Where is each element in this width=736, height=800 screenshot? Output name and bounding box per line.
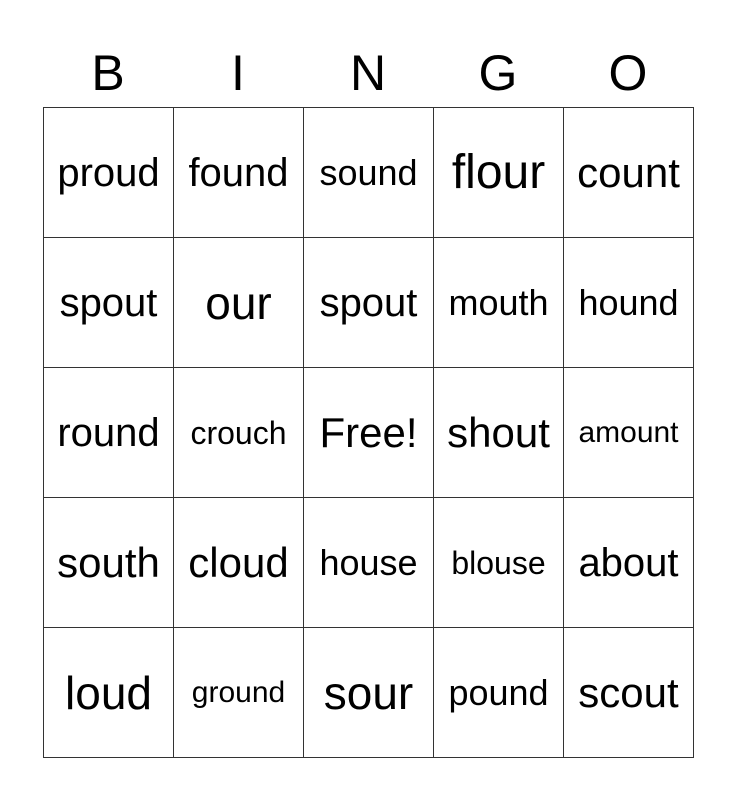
bingo-cell[interactable]: spout [44, 238, 174, 368]
bingo-cell[interactable]: count [564, 108, 694, 238]
bingo-cell[interactable]: blouse [434, 498, 564, 628]
bingo-header [43, 40, 693, 106]
header-letter-g: G [478, 45, 518, 101]
bingo-cell[interactable]: scout [564, 628, 694, 758]
bingo-cell[interactable]: proud [44, 108, 174, 238]
bingo-cell[interactable]: flour [434, 108, 564, 238]
header-letter-o: O [608, 45, 648, 101]
bingo-cell[interactable]: crouch [174, 368, 304, 498]
header-letter-n: N [349, 45, 387, 101]
bingo-cell[interactable]: hound [564, 238, 694, 368]
bingo-cell[interactable]: sour [304, 628, 434, 758]
bingo-cell[interactable]: house [304, 498, 434, 628]
bingo-cell[interactable]: sound [304, 108, 434, 238]
bingo-cell[interactable]: our [174, 238, 304, 368]
bingo-cell[interactable]: round [44, 368, 174, 498]
bingo-cell[interactable]: spout [304, 238, 434, 368]
bingo-cell[interactable]: mouth [434, 238, 564, 368]
bingo-cell[interactable]: about [564, 498, 694, 628]
bingo-cell[interactable]: shout [434, 368, 564, 498]
bingo-cell[interactable]: amount [564, 368, 694, 498]
free-space-cell[interactable]: Free! [304, 368, 434, 498]
bingo-cell[interactable]: cloud [174, 498, 304, 628]
header-letter-b: B [91, 45, 125, 101]
bingo-cell[interactable]: found [174, 108, 304, 238]
bingo-cell[interactable]: loud [44, 628, 174, 758]
header-letter-i: I [231, 45, 245, 101]
bingo-cell[interactable]: ground [174, 628, 304, 758]
bingo-cell[interactable]: south [44, 498, 174, 628]
bingo-board [43, 107, 694, 758]
bingo-cell[interactable]: pound [434, 628, 564, 758]
